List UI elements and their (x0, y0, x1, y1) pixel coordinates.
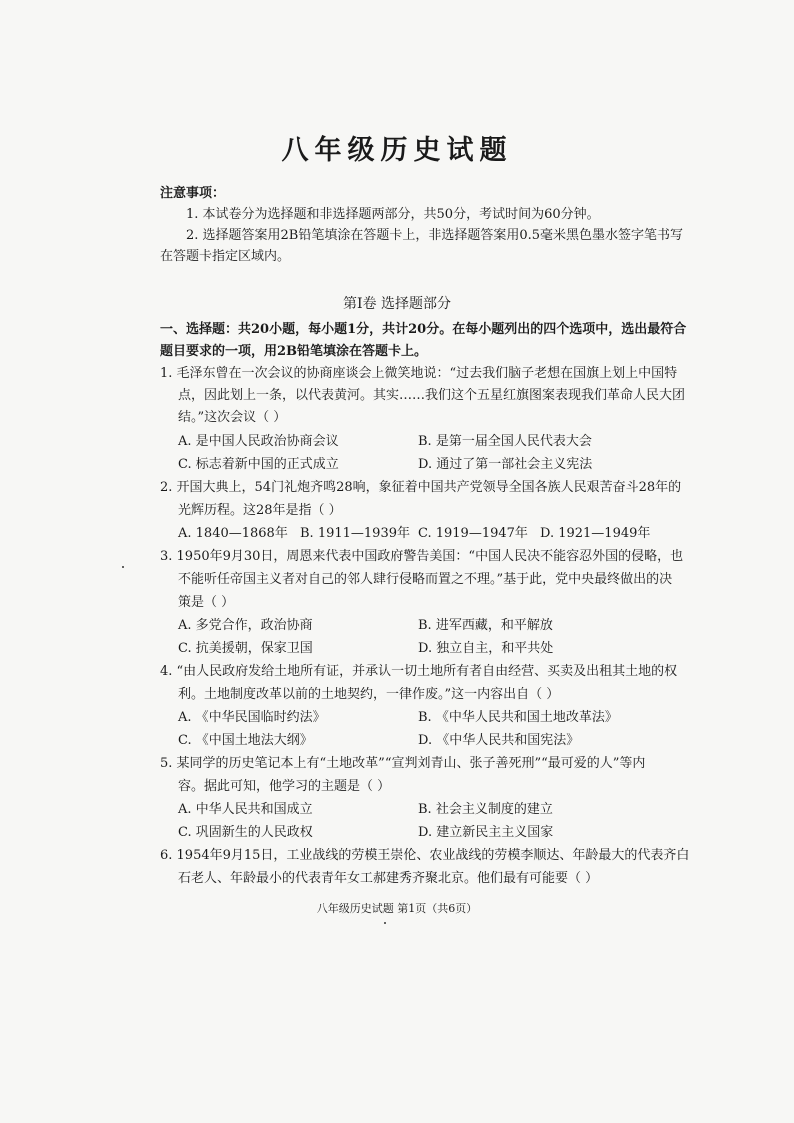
question-3-line-3: 策是（ ） (178, 595, 235, 610)
notice-heading: 注意事项： (160, 186, 226, 201)
question-1-option-c: C. 标志着新中国的正式成立 (178, 457, 339, 472)
question-5-line-2: 容。据此可知，他学习的主题是（ ） (178, 779, 391, 794)
question-6-line-1: 6. 1954年9月15日，工业战线的劳模王崇伦、农业战线的劳模李顺达、年龄最大的代表齐白 (160, 848, 690, 863)
scan-speck (122, 566, 124, 568)
notice-item-2-line-2: 在答题卡指定区域内。 (160, 249, 291, 264)
instructions-line-2: 题目要求的一项，用2B铅笔填涂在答题卡上。 (160, 344, 428, 359)
question-1-line-1: 1. 毛泽东曾在一次会议的协商座谈会上微笑地说：“过去我们脑子老想在国旗上划上中国特 (160, 366, 678, 381)
question-5-option-b: B. 社会主义制度的建立 (418, 802, 553, 817)
question-3-option-c: C. 抗美援朝，保家卫国 (178, 641, 313, 656)
scan-speck (384, 922, 386, 924)
question-4-option-d: D. 《中华人民共和国宪法》 (418, 733, 580, 748)
question-2-line-2: 光辉历程。这28年是指（ ） (178, 503, 342, 518)
question-5-option-a: A. 中华人民共和国成立 (178, 802, 313, 817)
question-1-option-a: A. 是中国人民政治协商会议 (178, 434, 339, 449)
question-4-line-1: 4. “由人民政府发给土地所有证，并承认一切土地所有者自由经营、买卖及出租其土地的权 (160, 664, 678, 679)
question-4-line-2: 利。土地制度改革以前的土地契约，一律作废。”这一内容出自（ ） (178, 687, 560, 702)
section-title: 第Ⅰ卷 选择题部分 (343, 296, 451, 312)
question-2-option-d: D. 1921—1949年 (540, 526, 651, 541)
question-5-option-c: C. 巩固新生的人民政权 (178, 825, 313, 840)
question-1-option-d: D. 通过了第一部社会主义宪法 (418, 457, 593, 472)
question-3-option-b: B. 进军西藏，和平解放 (418, 618, 553, 633)
question-6-line-2: 石老人、年龄最小的代表青年女工郝建秀齐聚北京。他们最有可能要（ ） (178, 871, 599, 886)
question-1-line-2: 点，因此划上一条，以代表黄河。其实……我们这个五星红旗图案表现我们革命人民大团 (178, 388, 686, 403)
question-3-line-2: 不能听任帝国主义者对自己的邻人肆行侵略而置之不理。”基于此，党中央最终做出的决 (178, 572, 673, 587)
question-1-line-3: 结。”这次会议（ ） (178, 410, 287, 425)
question-2-line-1: 2. 开国大典上，54门礼炮齐鸣28响，象征着中国共产党领导全国各族人民艰苦奋斗28年的 (160, 480, 682, 495)
page-footer: 八年级历史试题 第1页（共6页） (316, 902, 478, 915)
question-2-option-c: C. 1919—1947年 (418, 526, 528, 541)
question-1-option-b: B. 是第一届全国人民代表大会 (418, 434, 592, 449)
question-4-option-b: B. 《中华人民共和国土地改革法》 (418, 710, 618, 725)
question-2-option-b: B. 1911—1939年 (300, 526, 410, 541)
page-title: 八年级历史试题 (281, 135, 513, 166)
question-5-line-1: 5. 某同学的历史笔记本上有“土地改革”“宣判刘青山、张子善死刑”“最可爱的人”等内 (160, 756, 646, 771)
question-3-option-d: D. 独立自主，和平共处 (418, 641, 554, 656)
notice-item-1: 1. 本试卷分为选择题和非选择题两部分，共50分，考试时间为60分钟。 (186, 207, 600, 222)
instructions-line-1: 一、选择题：共20小题，每小题1分，共计20分。在每小题列出的四个选项中，选出最符合 (160, 322, 687, 337)
notice-item-2-line-1: 2. 选择题答案用2B铅笔填涂在答题卡上，非选择题答案用0.5毫米黑色墨水签字笔书写 (186, 228, 684, 243)
question-5-option-d: D. 建立新民主主义国家 (418, 825, 554, 840)
question-3-option-a: A. 多党合作，政治协商 (178, 618, 313, 633)
question-4-option-a: A. 《中华民国临时约法》 (178, 710, 326, 725)
question-3-line-1: 3. 1950年9月30日，周恩来代表中国政府警告美国：“中国人民决不能容忍外国的侵略，也 (160, 549, 684, 564)
question-2-option-a: A. 1840—1868年 (178, 526, 288, 541)
question-4-option-c: C. 《中国土地法大纲》 (178, 733, 313, 748)
